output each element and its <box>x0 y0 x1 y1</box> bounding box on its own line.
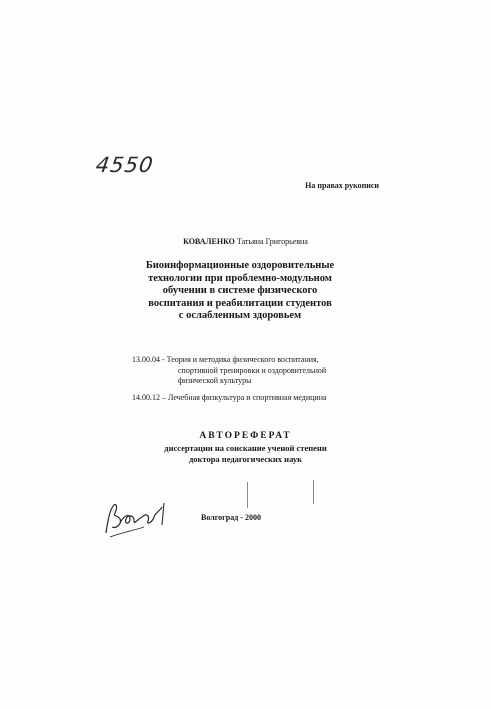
handwritten-signature <box>100 497 180 542</box>
handwritten-inventory-number: 4550 <box>94 153 156 177</box>
author-given-names: Татьяна Григорьевна <box>236 237 308 246</box>
dissertation-title <box>140 260 340 323</box>
title-line: обучении в системе физического <box>162 285 318 296</box>
specialty-continuation: физической культуры <box>178 376 252 385</box>
title-line: Биоинформационные оздоровительные <box>145 260 335 271</box>
specialty-item <box>132 355 342 387</box>
scan-artifact-line <box>247 482 248 508</box>
rights-note: На правах рукописи <box>305 181 379 190</box>
specialty-code-line: 13.00.04 - Теория и методика физического воспитания, <box>132 355 319 364</box>
author-surname: КОВАЛЕНКО <box>183 237 235 246</box>
subtitle-line: диссертации на соискание ученой степени <box>164 443 327 453</box>
title-line: с ослабленным здоровьем <box>178 310 302 321</box>
city-year: Волгоград - 2000 <box>201 513 261 522</box>
document-subtitle <box>0 443 491 464</box>
title-line: технологии при проблемно-модульном <box>148 272 332 284</box>
subtitle-line: доктора педагогических наук <box>188 453 303 464</box>
specialty-item <box>132 393 362 404</box>
title-line: воспитания и реабилитации студентов <box>148 297 332 309</box>
scan-artifact-line <box>313 480 314 504</box>
author-name <box>0 237 491 246</box>
specialty-code-line: 14.00.12 – Лечебная физкультура и спортивная медицина <box>132 393 327 402</box>
specialty-continuation: спортивной тренировки и оздоровительной <box>178 365 327 375</box>
document-type-heading: АВТОРЕФЕРАТ <box>199 431 292 441</box>
